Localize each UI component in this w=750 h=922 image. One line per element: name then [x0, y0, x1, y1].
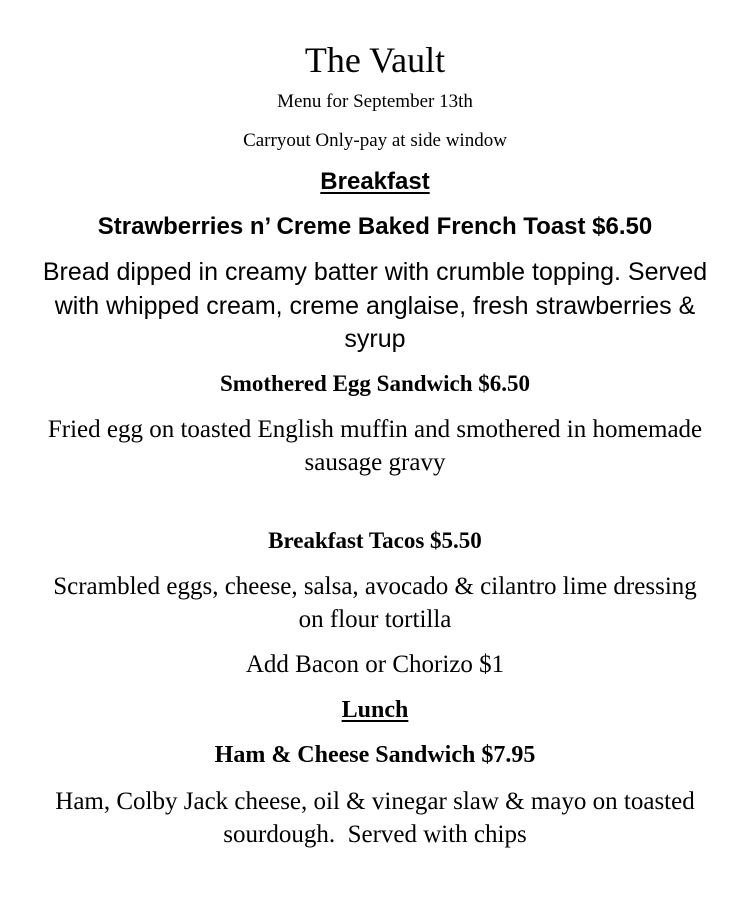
section-heading-breakfast: Breakfast	[320, 168, 430, 195]
menu-item-description: Scrambled eggs, cheese, salsa, avocado & cilantro lime dressing on flour tortilla	[53, 573, 697, 633]
page-title: The Vault	[304, 40, 446, 80]
menu-item-name: Breakfast Tacos $5.50	[268, 528, 482, 553]
menu-item-name: Strawberries n’ Creme Baked French Toast $6.50	[97, 213, 653, 240]
menu-item-name: Smothered Egg Sandwich $6.50	[219, 371, 531, 396]
section-heading-lunch: Lunch	[341, 697, 409, 723]
menu-item-description: Fried egg on toasted English muffin and smothered in homemade sausage gravy	[47, 416, 703, 476]
menu-date: Menu for September 13th	[277, 91, 473, 112]
menu-item-name: Ham & Cheese Sandwich $7.95	[214, 742, 536, 768]
menu-item-description: Ham, Colby Jack cheese, oil & vinegar slaw & mayo on toasted sourdough. Served with chips	[55, 788, 701, 848]
carryout-notice: Carryout Only-pay at side window	[243, 130, 507, 151]
menu-item-description: Bread dipped in creamy batter with crumble topping. Served with whipped cream, creme anglaise, fresh strawberries & syrup	[42, 258, 708, 353]
menu-item-addon: Add Bacon or Chorizo $1	[245, 651, 505, 678]
